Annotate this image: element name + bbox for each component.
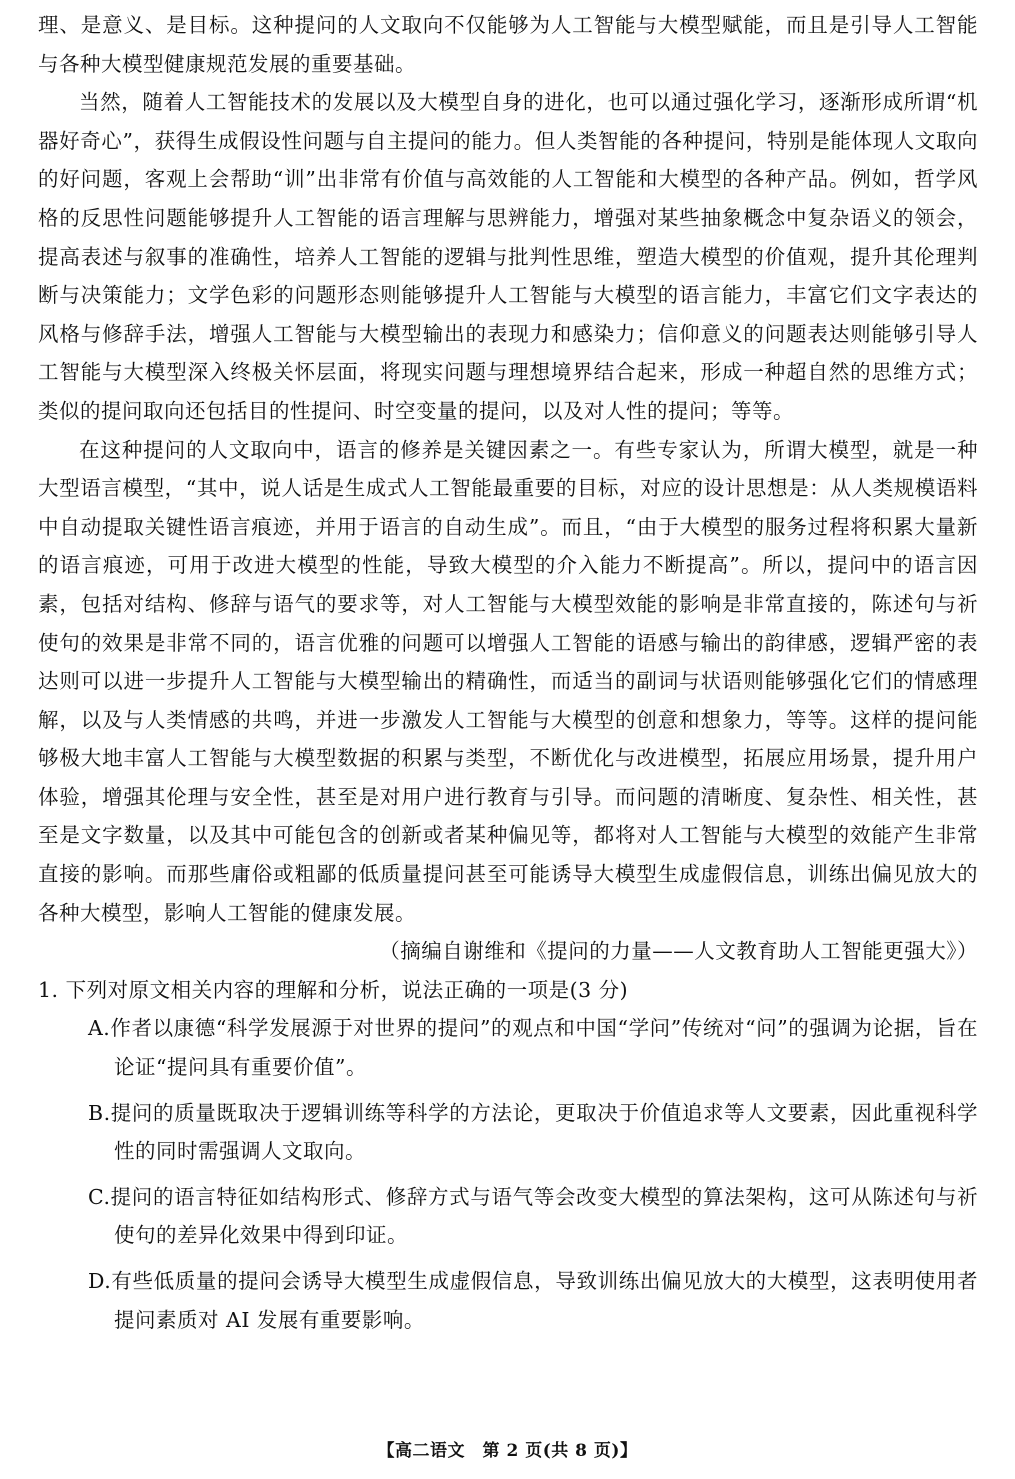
paragraph-3: 在这种提问的人文取向中，语言的修养是关键因素之一。有些专家认为，所谓大模型，就是一种大型语言模型，“其中，说人话是生成式人工智能最重要的目标，对应的设计思想是：从人类规模语料中自动提取关键性语言痕迹，并用于语言的自动生成”。而且，“由于大模型的服务过程将积累大量新的语言痕迹，可用于改进大模型的性能，导致大模型的介入能力不断提高”。所以，提问中的语言因素，包括对结构、修辞与语气的要求等，对人工智能与大模型效能的影响是非常直接的，陈述句与祈使句的效果是非常不同的，语言优雅的问题可以增强人工智能的语感与输出的韵律感，逻辑严密的表达则可以进一步提升人工智能与大模型输出的精确性，而适当的副词与状语则能够强化它们的情感理解，以及与人类情感的共鸣，并进一步激发人工智能与大模型的创意和想象力，等等。这样的提问能够极大地丰富人工智能与大模型数据的积累与类型，不断优化与改进模型，拓展应用场景，提升用户体验，增强其伦理与安全性，甚至是对用户进行教育与引导。而问题的清晰度、复杂性、相关性，甚至是文字数量，以及其中可能包含的创新或者某种偏见等，都将对人工智能与大模型的效能产生非常直接的影响。而那些庸俗或粗鄙的低质量提问甚至可能诱导大模型生成虚假信息，训练出偏见放大的各种大模型，影响人工智能的健康发展。 <box>38 437 978 925</box>
page-footer: 【高二语文 第 2 页(共 8 页)】 <box>377 1441 638 1461</box>
option-c <box>38 1178 978 1255</box>
option-b-text: 提问的质量既取决于逻辑训练等科学的方法论，更取决于价值追求等人文要素，因此重视科学性的同时需强调人文取向。 <box>110 1100 978 1164</box>
option-a <box>38 1009 978 1086</box>
option-a-text: 作者以康德“科学发展源于对世界的提问”的观点和中国“学问”传统对“问”的强调为论据，旨在论证“提问具有重要价值”。 <box>110 1016 978 1080</box>
option-list <box>38 1009 978 1339</box>
option-b <box>38 1094 978 1171</box>
option-b-key: B. <box>88 1100 111 1125</box>
option-d-text: 有些低质量的提问会诱导大模型生成虚假信息，导致训练出偏见放大的大模型，这表明使用者提问素质对 AI 发展有重要影响。 <box>111 1269 978 1332</box>
option-c-text: 提问的语言特征如结构形式、修辞方式与语气等会改变大模型的算法架构，这可从陈述句与祈使句的差异化效果中得到印证。 <box>110 1184 978 1248</box>
question-1 <box>38 971 978 1339</box>
question-stem: 1. 下列对原文相关内容的理解和分析，说法正确的一项是(3 分) <box>38 977 629 1002</box>
option-d-key: D. <box>88 1269 112 1293</box>
source-citation: （摘编自谢维和《提问的力量——人文教育助人工智能更强大》） <box>379 939 978 964</box>
document-page <box>38 6 978 1346</box>
option-c-key: C. <box>88 1184 111 1209</box>
paragraph-2: 当然，随着人工智能技术的发展以及大模型自身的进化，也可以通过强化学习，逐渐形成所谓“机器好奇心”，获得生成假设性问题与自主提问的能力。但人类智能的各种提问，特别是能体现人文取向的好问题，客观上会帮助“训”出非常有价值与高效能的人工智能和大模型的各种产品。例如，哲学风格的反思性问题能够提升人工智能的语言理解与思辨能力，增强对某些抽象概念中复杂语义的领会，提高表述与叙事的准确性，培养人工智能的逻辑与批判性思维，塑造大模型的价值观，提升其伦理判断与决策能力；文学色彩的问题形态则能够提升人工智能与大模型的语言能力，丰富它们文字表达的风格与修辞手法，增强人工智能与大模型输出的表现力和感染力；信仰意义的问题表达则能够引导人工智能与大模型深入终极关怀层面，将现实问题与理想境界结合起来，形成一种超自然的思维方式；类似的提问取向还包括目的性提问、时空变量的提问，以及对人性的提问；等等。 <box>38 90 978 423</box>
option-a-key: A. <box>88 1016 111 1041</box>
paragraph-1: 理、是意义、是目标。这种提问的人文取向不仅能够为人工智能与大模型赋能，而且是引导人工智能与各种大模型健康规范发展的重要基础。 <box>38 13 978 76</box>
option-d <box>38 1262 978 1339</box>
